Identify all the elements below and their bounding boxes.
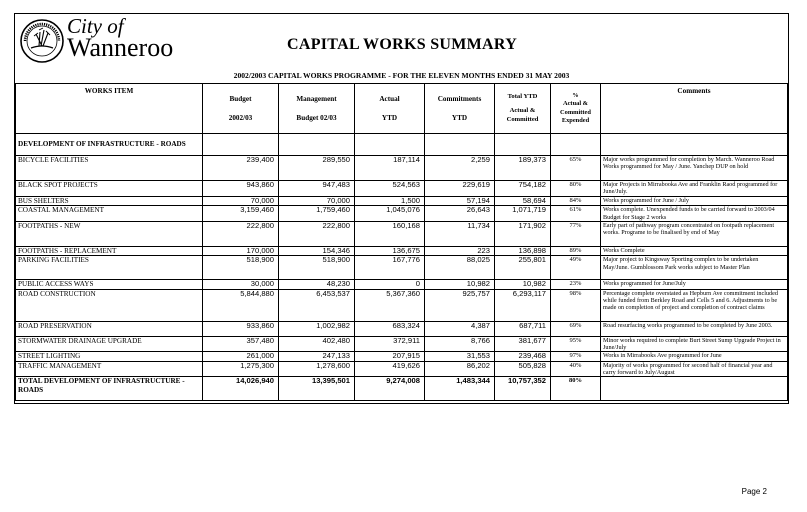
row-comment: Minor works required to complete Burt Street Sump Upgrade Project in June/July xyxy=(601,336,788,352)
row-commitments: 86,202 xyxy=(425,361,495,377)
row-total-ytd: 1,071,719 xyxy=(495,206,551,222)
header-percent-line2: Actual & Committed Expended xyxy=(560,100,591,124)
row-total-ytd: 381,677 xyxy=(495,336,551,352)
row-comment: Works Complete xyxy=(601,246,788,255)
row-comment: Early part of pathway program concentrated on footpath replacement works. Programe to be finalised by end of May xyxy=(601,221,788,246)
row-actual: 1,500 xyxy=(355,196,425,205)
row-comment: Works in Mirrabooks Ave programmed for June xyxy=(601,352,788,361)
row-percent: 77% xyxy=(551,221,601,246)
page-number: Page 2 xyxy=(741,487,767,496)
row-management: 222,800 xyxy=(279,221,355,246)
table-row xyxy=(16,280,788,289)
header-comments: Comments xyxy=(601,84,788,134)
row-budget: 943,860 xyxy=(203,181,279,197)
row-percent: 65% xyxy=(551,156,601,181)
row-commitments: 925,757 xyxy=(425,289,495,321)
row-actual: 160,168 xyxy=(355,221,425,246)
row-management: 947,483 xyxy=(279,181,355,197)
row-item: FOOTPATHS - REPLACEMENT xyxy=(16,246,203,255)
row-budget: 1,275,300 xyxy=(203,361,279,377)
header-commitments-line2: YTD xyxy=(451,113,468,122)
row-commitments: 4,387 xyxy=(425,321,495,336)
row-actual: 419,626 xyxy=(355,361,425,377)
row-percent: 95% xyxy=(551,336,601,352)
row-item: COASTAL MANAGEMENT xyxy=(16,206,203,222)
row-management: 1,759,460 xyxy=(279,206,355,222)
row-total-ytd: 754,182 xyxy=(495,181,551,197)
row-total-ytd: 136,898 xyxy=(495,246,551,255)
total-row xyxy=(16,377,788,401)
row-commitments: 26,643 xyxy=(425,206,495,222)
header-total-line1: Total YTD xyxy=(507,93,538,101)
header-budget-line1: Budget xyxy=(229,95,252,104)
header-actual xyxy=(355,84,425,134)
table-body xyxy=(16,134,788,401)
total-percent: 80% xyxy=(551,377,601,401)
row-item: BUS SHELTERS xyxy=(16,196,203,205)
row-total-ytd: 687,711 xyxy=(495,321,551,336)
row-management: 518,900 xyxy=(279,256,355,280)
page-title: CAPITAL WORKS SUMMARY xyxy=(287,36,518,53)
row-comment: Major Projects in Mirrabooka Ave and Franklin Raod programmed for June/July. xyxy=(601,181,788,197)
total-commitments: 1,483,344 xyxy=(425,377,495,401)
header-percent xyxy=(551,84,601,134)
row-budget: 3,159,460 xyxy=(203,206,279,222)
row-total-ytd: 239,468 xyxy=(495,352,551,361)
row-item: STORMWATER DRAINAGE UPGRADE xyxy=(16,336,203,352)
row-item: ROAD CONSTRUCTION xyxy=(16,289,203,321)
row-management: 1,002,982 xyxy=(279,321,355,336)
row-actual: 372,911 xyxy=(355,336,425,352)
row-actual: 207,915 xyxy=(355,352,425,361)
row-management: 402,480 xyxy=(279,336,355,352)
header-budget-line2: 2002/03 xyxy=(228,113,253,122)
row-item: PUBLIC ACCESS WAYS xyxy=(16,280,203,289)
table-row xyxy=(16,246,788,255)
row-percent: 98% xyxy=(551,289,601,321)
row-actual: 5,367,360 xyxy=(355,289,425,321)
header-percent-line1: % xyxy=(572,91,579,99)
row-management: 6,453,537 xyxy=(279,289,355,321)
row-management: 289,550 xyxy=(279,156,355,181)
row-item: PARKING FACILITIES xyxy=(16,256,203,280)
capital-works-table xyxy=(15,83,788,401)
row-percent: 84% xyxy=(551,196,601,205)
row-total-ytd: 6,293,117 xyxy=(495,289,551,321)
header-commitments-line1: Commitments xyxy=(437,95,482,104)
row-management: 70,000 xyxy=(279,196,355,205)
row-budget: 222,800 xyxy=(203,221,279,246)
total-management: 13,395,501 xyxy=(279,377,355,401)
row-commitments: 223 xyxy=(425,246,495,255)
row-percent: 97% xyxy=(551,352,601,361)
table-header-row xyxy=(16,84,788,134)
row-budget: 70,000 xyxy=(203,196,279,205)
row-budget: 30,000 xyxy=(203,280,279,289)
row-percent: 23% xyxy=(551,280,601,289)
header-budget xyxy=(203,84,279,134)
row-budget: 170,000 xyxy=(203,246,279,255)
row-comment: Works programmed for June/July xyxy=(601,280,788,289)
total-actual: 9,274,008 xyxy=(355,377,425,401)
row-item: FOOTPATHS - NEW xyxy=(16,221,203,246)
logo-name-text: Wanneroo xyxy=(67,33,174,62)
city-seal-logo xyxy=(19,18,65,64)
row-budget: 357,480 xyxy=(203,336,279,352)
row-comment: Road resurfacing works programmed to be completed by June 2003. xyxy=(601,321,788,336)
document-frame xyxy=(14,13,789,404)
row-management: 48,230 xyxy=(279,280,355,289)
row-percent: 49% xyxy=(551,256,601,280)
row-actual: 1,045,076 xyxy=(355,206,425,222)
table-row xyxy=(16,352,788,361)
row-commitments: 2,259 xyxy=(425,156,495,181)
row-total-ytd: 58,694 xyxy=(495,196,551,205)
row-actual: 683,324 xyxy=(355,321,425,336)
table-row xyxy=(16,321,788,336)
row-comment: Major works programmed for completion by March. Wanneroo Road Works programmed for May / June. Yanchep DUP on hold xyxy=(601,156,788,181)
header-management-line1: Management xyxy=(296,95,337,104)
logo-wordmark xyxy=(67,16,173,61)
total-item: TOTAL DEVELOPMENT OF INFRASTRUCTURE - ROADS xyxy=(16,377,203,401)
row-budget: 239,400 xyxy=(203,156,279,181)
row-percent: 61% xyxy=(551,206,601,222)
table-row xyxy=(16,256,788,280)
row-budget: 261,000 xyxy=(203,352,279,361)
row-management: 247,133 xyxy=(279,352,355,361)
header-total-line2: Actual & Committed xyxy=(506,107,539,123)
row-comment: Works complete. Unexpended funds to be carried forward to 2003/04 Budget for Stage 2 works xyxy=(601,206,788,222)
row-item: TRAFFIC MANAGEMENT xyxy=(16,361,203,377)
row-actual: 524,563 xyxy=(355,181,425,197)
row-commitments: 31,553 xyxy=(425,352,495,361)
row-commitments: 88,025 xyxy=(425,256,495,280)
row-comment: Majority of works programmed for second half of financial year and carry forward to July/August xyxy=(601,361,788,377)
table-row xyxy=(16,196,788,205)
section-title: DEVELOPMENT OF INFRASTRUCTURE - ROADS xyxy=(16,134,203,156)
section-row xyxy=(16,134,788,156)
row-total-ytd: 10,982 xyxy=(495,280,551,289)
header-works-item: WORKS ITEM xyxy=(16,84,203,134)
total-total-ytd: 10,757,352 xyxy=(495,377,551,401)
table-row xyxy=(16,289,788,321)
row-budget: 518,900 xyxy=(203,256,279,280)
row-actual: 0 xyxy=(355,280,425,289)
row-comment: Works programmed for June / July xyxy=(601,196,788,205)
header-commitments xyxy=(425,84,495,134)
table-row xyxy=(16,361,788,377)
header-actual-line1: Actual xyxy=(379,95,400,104)
row-commitments: 229,619 xyxy=(425,181,495,197)
row-total-ytd: 505,828 xyxy=(495,361,551,377)
row-budget: 5,844,880 xyxy=(203,289,279,321)
total-budget: 14,026,940 xyxy=(203,377,279,401)
row-management: 1,278,600 xyxy=(279,361,355,377)
table-row xyxy=(16,206,788,222)
row-commitments: 8,766 xyxy=(425,336,495,352)
row-commitments: 11,734 xyxy=(425,221,495,246)
row-item: ROAD PRESERVATION xyxy=(16,321,203,336)
row-actual: 136,675 xyxy=(355,246,425,255)
header-management xyxy=(279,84,355,134)
row-commitments: 57,194 xyxy=(425,196,495,205)
table-row xyxy=(16,156,788,181)
row-percent: 40% xyxy=(551,361,601,377)
row-item: BLACK SPOT PROJECTS xyxy=(16,181,203,197)
row-comment: Major project to Kingsway Sporting complex to be undertaken May/June. Gumblossom Park works subject to Master Plan xyxy=(601,256,788,280)
row-commitments: 10,982 xyxy=(425,280,495,289)
row-management: 154,346 xyxy=(279,246,355,255)
header-total-ytd xyxy=(495,84,551,134)
row-total-ytd: 171,902 xyxy=(495,221,551,246)
total-comment xyxy=(601,377,788,401)
page-subtitle: 2002/2003 CAPITAL WORKS PROGRAMME - FOR THE ELEVEN MONTHS ENDED 31 MAY 2003 xyxy=(233,71,570,80)
row-actual: 187,114 xyxy=(355,156,425,181)
header-actual-line2: YTD xyxy=(381,113,398,122)
header-management-line2: Budget 02/03 xyxy=(296,113,337,122)
row-percent: 80% xyxy=(551,181,601,197)
row-percent: 89% xyxy=(551,246,601,255)
row-budget: 933,860 xyxy=(203,321,279,336)
row-item: STREET LIGHTING xyxy=(16,352,203,361)
row-item: BICYCLE FACILITIES xyxy=(16,156,203,181)
row-percent: 69% xyxy=(551,321,601,336)
logo-city-text: City of xyxy=(67,14,124,38)
table-row xyxy=(16,181,788,197)
table-row xyxy=(16,221,788,246)
row-comment: Percentage complete overstated as Hepburn Ave commitment included while funded from Berkley Road and Cells 5 and 6. Adjustments to be made on completion of project and completion of contract claims xyxy=(601,289,788,321)
row-actual: 167,776 xyxy=(355,256,425,280)
row-total-ytd: 189,373 xyxy=(495,156,551,181)
table-row xyxy=(16,336,788,352)
row-total-ytd: 255,801 xyxy=(495,256,551,280)
